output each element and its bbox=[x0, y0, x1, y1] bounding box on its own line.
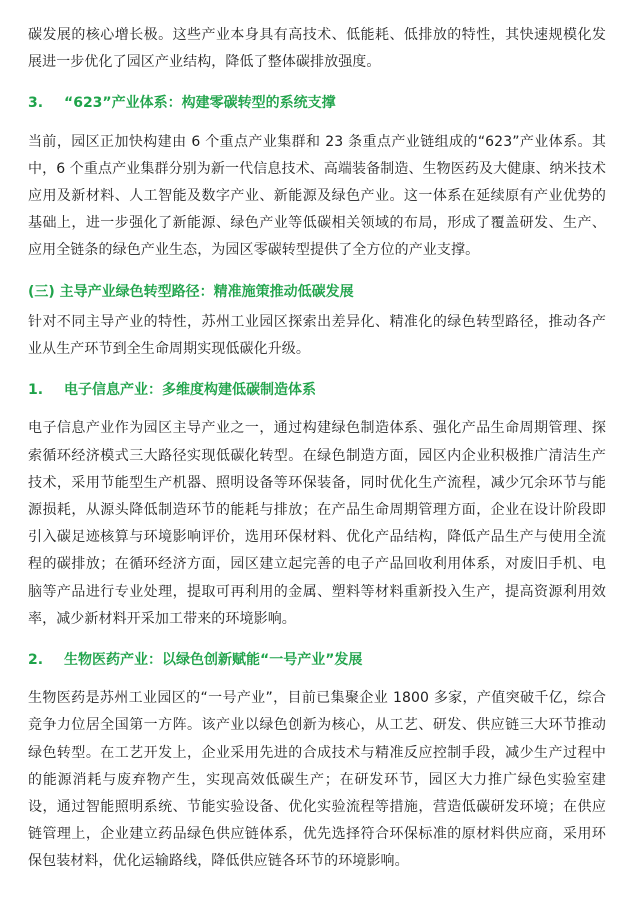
paragraph-623-system: 当前，园区正加快构建由 6 个重点产业集群和 23 条重点产业链组成的“623”产业体系。其中，6 个重点产业集群分别为新一代信息技术、高端装备制造、生物医药及大健康、纳米技术应用及新材料、人工智能及数字产业、新能源及绿色产业。这一体系在延续原有产业优势的基础上，进一步强化了新能源、绿色产业等低碳相关领域的布局，形成了覆盖研发、生产、应用全链条的绿色产业生态，为园区零碳转型提供了全方位的产业支撑。 bbox=[28, 133, 606, 259]
subheading-number: 3. bbox=[28, 95, 44, 112]
subheading-biomedicine bbox=[28, 647, 606, 674]
subheading-text: 电子信息产业：多维度构建低碳制造体系 bbox=[64, 382, 316, 399]
section-heading-green-transition: (三) 主导产业绿色转型路径：精准施策推动低碳发展 bbox=[28, 283, 354, 300]
paragraph-intro-continued: 碳发展的核心增长极。这些产业本身具有高技术、低能耗、低排放的特性，其快速规模化发展进一步优化了园区产业结构，降低了整体碳排放强度。 bbox=[28, 27, 606, 71]
paragraph-electronics: 电子信息产业作为园区主导产业之一，通过构建绿色制造体系、强化产品生命周期管理、探索循环经济模式三大路径实现低碳化转型。在绿色制造方面，园区内企业积极推广清洁生产技术，采用节能型生产机器、照明设备等环保装备，同时优化生产流程，减少冗余环节与能源损耗，从源头降低制造环节的能耗与排放；在产品生命周期管理方面，企业在设计阶段即引入碳足迹核算与环境影响评价，选用环保材料、优化产品结构，降低产品生产与使用全流程的碳排放；在循环经济方面，园区建立起完善的电子产品回收利用体系，对废旧手机、电脑等产品进行专业处理，提取可再利用的金属、塑料等材料重新投入生产，提高资源利用效率，减少新材料开采加工带来的环境影响。 bbox=[28, 420, 606, 627]
subheading-text: “623”产业体系：构建零碳转型的系统支撑 bbox=[64, 95, 336, 112]
subheading-623-system bbox=[28, 90, 606, 117]
subheading-number: 2. bbox=[28, 652, 44, 669]
paragraph-green-transition-intro: 针对不同主导产业的特性，苏州工业园区探索出差异化、精准化的绿色转型路径，推动各产业从生产环节到全生命周期实现低碳化升级。 bbox=[28, 313, 606, 358]
subheading-electronics bbox=[28, 377, 606, 404]
subheading-text: 生物医药产业：以绿色创新赋能“一号产业”发展 bbox=[64, 652, 363, 669]
paragraph-biomedicine: 生物医药是苏州工业园区的“一号产业”，目前已集聚企业 1800 多家，产值突破千亿，综合竞争力位居全国第一方阵。该产业以绿色创新为核心，从工艺、研发、供应链三大环节推动绿色转型。在工艺开发上，企业采用先进的合成技术与精准反应控制手段，减少生产过程中的能源消耗与废弃物产生，实现高效低碳生产；在研发环节，园区大力推广绿色实验室建设，通过智能照明系统、节能实验设备、优化实验流程等措施，营造低碳研发环境；在供应链管理上，企业建立药品绿色供应链体系，优先选择符合环保标准的原材料供应商，采用环保包装材料，优化运输路线，降低供应链各环节的环境影响。 bbox=[28, 690, 606, 870]
subheading-number: 1. bbox=[28, 382, 44, 399]
